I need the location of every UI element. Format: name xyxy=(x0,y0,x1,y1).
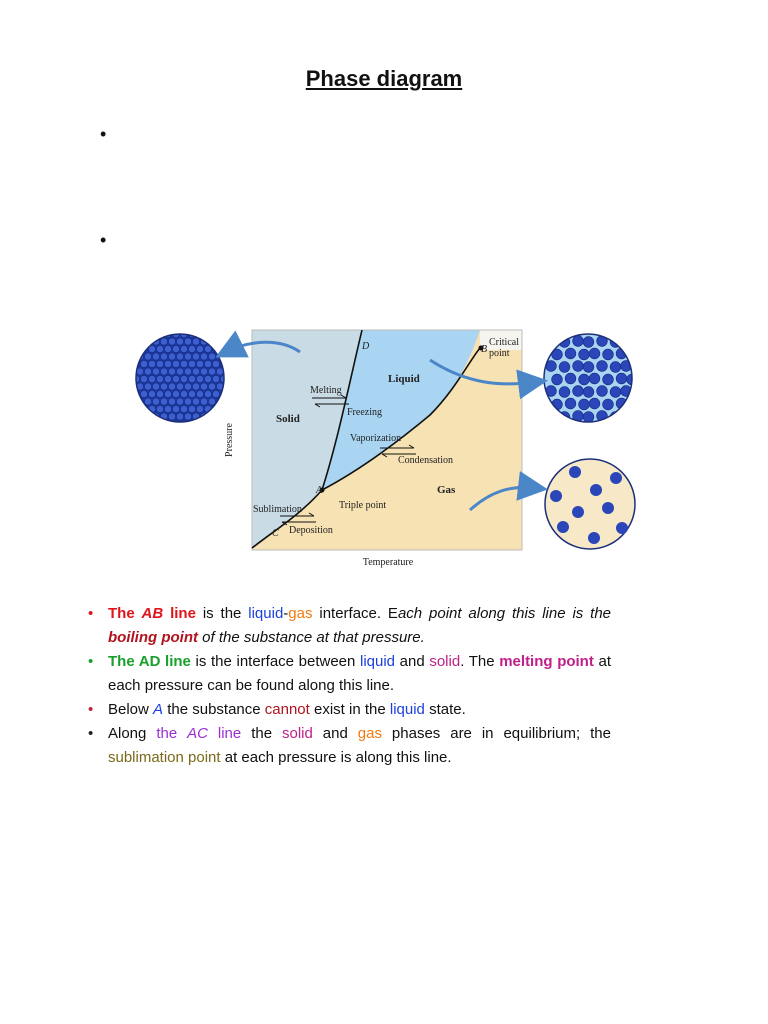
note-text-run: is the interface between xyxy=(190,653,360,670)
note-text-run: A xyxy=(153,701,164,718)
sublimation-label: Sublimation xyxy=(253,504,302,515)
note-item xyxy=(86,650,611,698)
point-b-label: B xyxy=(481,344,488,355)
note-text-run: and xyxy=(395,653,430,670)
solid-label: Solid xyxy=(276,413,300,425)
note-text-run: - xyxy=(283,605,289,622)
note-text-run: the xyxy=(156,725,188,742)
note-text-run: the substance xyxy=(163,701,265,718)
melting-label: Melting xyxy=(310,385,342,396)
note-text-run: and xyxy=(312,725,358,742)
point-d-label: D xyxy=(362,341,370,352)
note-text-run: line xyxy=(207,725,242,742)
note-text-run: the xyxy=(241,725,282,742)
note-item xyxy=(86,602,611,650)
note-text-run: is the xyxy=(195,605,249,622)
point-c-label: C xyxy=(272,528,279,539)
triple-point-label: Triple point xyxy=(339,500,387,511)
liquid-particles-icon xyxy=(544,334,637,422)
note-text-run: boiling point xyxy=(108,629,198,646)
note-text-run: The xyxy=(108,605,142,622)
note-text-run: at each pressure can be found along this line. xyxy=(108,653,611,694)
note-text-run: state. xyxy=(424,701,466,718)
note-text-run: phases are in equilibrium; the xyxy=(381,725,611,742)
critical-label: Critical xyxy=(489,337,519,348)
note-text-run: liquid xyxy=(389,701,425,718)
notes-list xyxy=(86,602,611,770)
bullet-icon: • xyxy=(88,701,94,718)
page-title: Phase diagram xyxy=(305,66,463,91)
note-text-run: sublimation point xyxy=(108,749,221,766)
note-text-run: AB xyxy=(141,605,164,622)
note-text-run: cannot xyxy=(264,701,310,718)
note-text-run: solid xyxy=(282,725,313,742)
note-text-run: at each pressure is along this line. xyxy=(220,749,452,766)
note-text-run: Below xyxy=(108,701,154,718)
gas-particles-icon xyxy=(545,459,635,549)
bullet-icon: • xyxy=(88,653,94,670)
bullet-icon: • xyxy=(88,725,94,742)
pressure-axis-label: Pressure xyxy=(224,423,235,457)
point-a-label: A xyxy=(316,485,323,496)
phase-diagram xyxy=(0,320,768,580)
note-text-run: liquid xyxy=(248,605,284,622)
temperature-axis-label: Temperature xyxy=(362,557,414,568)
vaporization-label: Vaporization xyxy=(350,433,402,444)
note-item xyxy=(86,722,611,770)
liquid-label: Liquid xyxy=(388,373,420,385)
empty-bullet-1: • xyxy=(100,124,107,144)
note-text-run: exist in the xyxy=(309,701,390,718)
note-text-run: line xyxy=(163,605,196,622)
condensation-label: Condensation xyxy=(398,455,453,466)
note-text-run: interface. E xyxy=(312,605,398,622)
note-text-run: The AD line xyxy=(108,653,191,670)
note-item xyxy=(86,698,611,722)
note-text-run: melting point xyxy=(499,653,594,670)
note-text-run: ach point along this line is the xyxy=(397,605,612,622)
empty-bullet-2: • xyxy=(100,230,107,250)
note-text-run: liquid xyxy=(360,653,396,670)
critical-point-label: point xyxy=(489,348,510,359)
gas-label: Gas xyxy=(437,484,456,496)
note-text-run: . The xyxy=(460,653,500,670)
deposition-label: Deposition xyxy=(289,525,333,536)
freezing-label: Freezing xyxy=(347,407,382,418)
note-text-run: gas xyxy=(357,725,382,742)
note-text-run: of the substance at that pressure. xyxy=(197,629,425,646)
note-text-run: gas xyxy=(288,605,313,622)
note-text-run: Along xyxy=(108,725,157,742)
note-text-run: AC xyxy=(187,725,208,742)
bullet-icon: • xyxy=(88,605,94,622)
note-text-run: solid xyxy=(429,653,461,670)
